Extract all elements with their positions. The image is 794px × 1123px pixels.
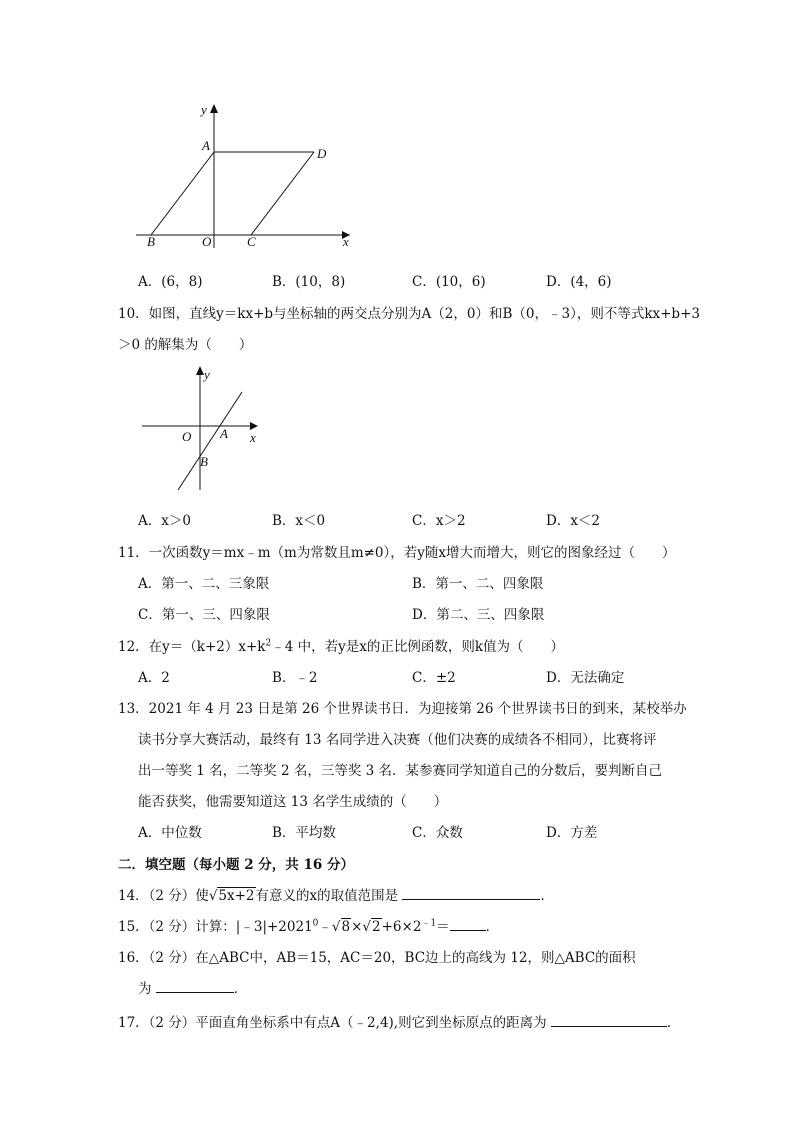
q11-option-d[interactable]: D．第二、三、四象限 [412,607,545,623]
q14-prefix: 14．（2 分）使 [118,888,209,904]
q9-option-d[interactable]: D．(4，6) [546,274,612,290]
label-B: B [147,234,155,249]
q15-prefix: 15．（2 分）计算：|﹣3|+2021 [118,919,313,935]
q15-minus: ﹣ [318,919,332,935]
q14-answer-blank[interactable] [402,887,540,900]
q16-line1: 16．（2 分）在△ABC中，AB＝15，AC＝20，BC边上的高线为 12，则△ABC的面积 [118,950,636,966]
q15-radicand-1: 8 [341,919,351,935]
label-A: A [220,426,228,441]
label-x: x [250,430,256,445]
q15: 15．（2 分）计算：$|﹣3|+2021^0﹣√8\times√2+6\times 2^{﹣1}=$ ． [118,918,500,935]
q10-option-a[interactable]: A．x＞0 [138,513,191,529]
section-fill-in-heading: 二．填空题（每小题 2 分，共 16 分） [118,857,354,873]
q17-end: ． [666,1015,681,1031]
x-axis-arrow [250,422,258,430]
segment-AB [151,152,214,235]
label-y: y [201,102,207,117]
q12-option-a[interactable]: A．2 [138,670,170,686]
q15-end: ． [485,919,500,935]
y-axis-arrow [196,366,204,375]
q13-stem-line4: 能否获奖，他需要知道这 13 名学生成绩的（ ） [138,794,448,810]
q10-option-d[interactable]: D．x＜2 [546,513,601,529]
q15-equals: ＝ [436,919,450,935]
q12-stem [118,635,564,655]
label-B: B [200,454,208,469]
q9-figure [130,98,370,254]
q13-option-a[interactable]: A．中位数 [138,825,202,841]
q15-radicand-2: 2 [372,919,381,935]
label-O: O [202,234,212,249]
q11-option-c[interactable]: C．第一、三、四象限 [138,607,270,623]
q9-option-b[interactable]: B．(10，8) [272,274,346,290]
q14-radicand: 5x+2 [218,888,255,904]
q13-option-d[interactable]: D．方差 [546,825,598,841]
q13-stem-line3: 出一等奖 1 名，二等奖 2 名，三等奖 3 名．某参赛同学知道自己的分数后，要判断自己 [138,763,663,779]
q14-text: 有意义的x的取值范围是 [255,888,399,904]
segment-CD [251,152,314,235]
q12-option-d[interactable]: D．无法确定 [546,670,625,686]
label-D: D [317,146,327,161]
q12-stem-a: 12．在y＝（k+2）x+k [118,639,266,655]
q14: 14．（2 分）使√5x+2有意义的x的取值范围是 ． [118,888,554,904]
q9-option-c[interactable]: C．(10，6) [412,274,486,290]
q12-option-b[interactable]: B．﹣2 [272,670,318,686]
q17-text: 17．（2 分）平面直角坐标系中有点A（﹣2,4),则它到坐标原点的距离为 [118,1015,547,1031]
q13-stem-line1: 13．2021 年 4 月 23 日是第 26 个世界读书日．为迎接第 26 个世界读书日的到来，某校举办 [118,701,687,717]
q17 [118,1011,680,1031]
q15-exp-0: 0 [312,918,319,929]
label-C: C [247,234,256,249]
q13-option-b[interactable]: B．平均数 [272,825,336,841]
q16-prefix: 为 [138,981,152,997]
label-O: O [182,429,192,444]
q15-plus: +6×2 [381,919,422,935]
q10-figure [138,362,270,494]
q9-option-a[interactable]: A．(6，8) [138,274,203,290]
q11-stem: 11．一次函数y＝mx﹣m（m为常数且m≠0），若y随x增大而增大，则它的图象经过（ ） [118,545,676,561]
label-y: y [204,367,210,382]
q11-option-a[interactable]: A．第一、二、三象限 [138,576,270,592]
q16-line2 [138,977,247,997]
q14-end: ． [540,888,554,904]
y-axis-arrow [210,104,218,113]
q12-stem-b: ﹣4 中，若y是x的正比例函数，则k值为（ ） [271,639,565,655]
q12-option-c[interactable]: C．±2 [412,670,456,686]
q11-option-b[interactable]: B．第一、二、四象限 [412,576,544,592]
q13-stem-line2: 读书分享大赛活动，最终有 13 名同学进入决赛（他们决赛的成绩各不相同），比赛将评 [138,732,657,748]
q12-exponent: 2 [265,638,272,649]
q13-option-c[interactable]: C．众数 [412,825,463,841]
label-A: A [202,138,210,153]
label-x: x [343,234,349,249]
q15-times: × [351,919,363,935]
q10-stem-line2: ＞0 的解集为（ ） [118,337,253,353]
q16-end: ． [233,981,248,997]
q15-exp-neg1: ﹣1 [421,918,437,929]
q10-option-b[interactable]: B．x＜0 [272,513,326,529]
q16-answer-blank[interactable] [156,980,234,993]
q15-answer-blank[interactable] [450,918,486,931]
q10-stem-line1: 10．如图，直线y＝kx+b与坐标轴的两交点分别为A（2，0）和B（0，﹣3），则不等式kx+b+3 [118,306,700,322]
q10-option-c[interactable]: C．x＞2 [412,513,466,529]
q17-answer-blank[interactable] [551,1014,667,1027]
